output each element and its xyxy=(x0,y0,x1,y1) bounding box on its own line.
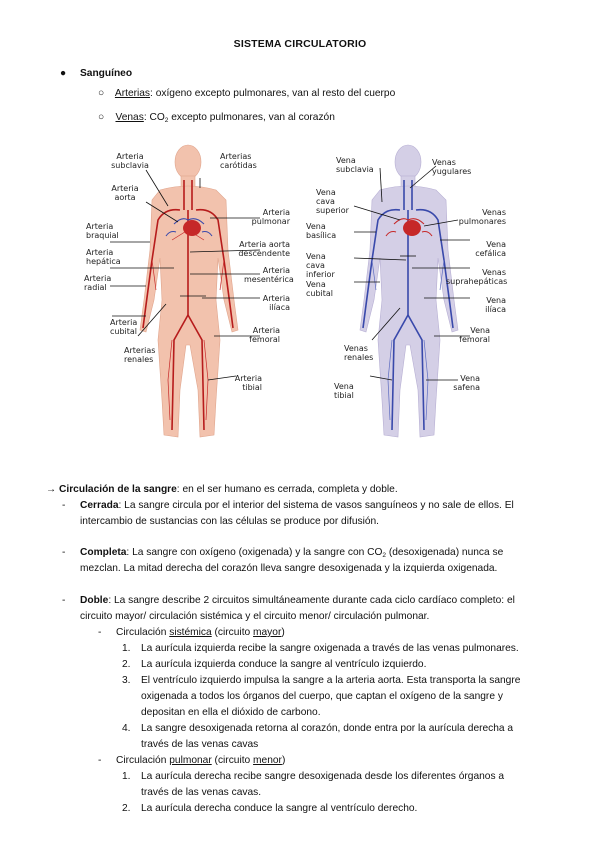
term-completa: Completa xyxy=(80,547,127,558)
label-venas-yugulares: Venas yugulares xyxy=(432,158,472,176)
label-arteria-hepatica: Arteria hepática xyxy=(86,248,121,266)
step-text: La sangre desoxigenada retorna al corazón, donde entra por la aurícula derecha a xyxy=(141,723,514,734)
circulation-heading-line xyxy=(46,482,398,497)
hollow-bullet: ○ xyxy=(98,112,105,123)
step-text: través de las venas cavas. xyxy=(141,787,262,798)
label-arteria-subclavia: Arteria subclavia xyxy=(111,152,149,170)
step-text: La aurícula derecha conduce la sangre al ventrículo derecho. xyxy=(141,803,418,814)
dash-cerrada: - xyxy=(62,500,66,511)
label-arteria-tibial: Arteria tibial xyxy=(234,374,262,392)
dash-completa: - xyxy=(62,547,66,558)
cerrada-line1 xyxy=(80,498,514,513)
circulation-heading: Circulación de la sangre xyxy=(59,484,177,495)
label-arteria-iliaca: Arteria ilíaca xyxy=(262,294,290,312)
step-text: La aurícula izquierda recibe la sangre oxigenada a través de las venas pulmonares. xyxy=(141,643,519,654)
label-vena-cubital: Vena cubital xyxy=(306,280,334,298)
label-arterias-renales: Arterias renales xyxy=(124,346,156,364)
label-vena-safena: Vena safena xyxy=(453,374,480,392)
sistemica-heading xyxy=(116,625,285,640)
term-venas: Venas xyxy=(115,112,144,123)
page-title: SISTEMA CIRCULATORIO xyxy=(233,38,367,50)
arrow-glyph: → xyxy=(46,484,57,495)
pulmonar-post: ) xyxy=(281,755,286,766)
label-arteria-femoral: Arteria femoral xyxy=(249,326,280,344)
step-text: oxigenada a todos los órganos del cuerpo, que captan el oxígeno de la sangre y xyxy=(141,691,503,702)
hollow-bullet: ○ xyxy=(98,88,105,99)
label-venas-pulmonares: Venas pulmonares xyxy=(458,208,506,226)
subscript: 2 xyxy=(164,117,169,124)
label-vena-iliaca: Vena ilíaca xyxy=(485,296,506,314)
step-text: través de las venas cavas xyxy=(141,739,259,750)
label-vena-cefalica: Vena cefálica xyxy=(475,240,506,258)
text-venas-pre: : CO xyxy=(143,112,165,123)
doble-line1 xyxy=(80,593,515,608)
text-venas: excepto pulmonares, van al corazón xyxy=(168,112,335,123)
term-cerrada: Cerrada xyxy=(80,500,119,511)
completa-text-pre: : La sangre con oxígeno (oxigenada) y la sangre con CO xyxy=(126,547,383,558)
step-text: La aurícula derecha recibe sangre desoxigenada desde los diferentes órganos a xyxy=(141,771,505,782)
doble-line2: circuito mayor/ circulación sistémica y el circuito menor/ circulación pulmonar. xyxy=(80,611,430,622)
text-arterias: : oxígeno excepto pulmonares, van al resto del cuerpo xyxy=(150,88,396,99)
step-num: 2. xyxy=(122,659,131,670)
label-vena-cava-inferior: Vena cava inferior xyxy=(306,252,335,279)
label-vena-subclavia: Vena subclavia xyxy=(336,156,374,174)
bullet-dot: ● xyxy=(60,68,67,79)
label-arteria-radial: Arteria radial xyxy=(84,274,112,292)
step-text: depositan en ella el dióxido de carbono. xyxy=(141,707,321,718)
label-arterias-carotidas: Arterias carótidas xyxy=(220,152,257,170)
step-num: 1. xyxy=(122,771,131,782)
sistemica-mid: (circuito xyxy=(211,627,254,638)
label-arteria-cubital: Arteria cubital xyxy=(110,318,138,336)
label-vena-tibial: Vena tibial xyxy=(334,382,354,400)
label-arteria-aorta-descendente: Arteria aorta descendente xyxy=(238,240,290,258)
dash-sistemica: - xyxy=(98,627,102,638)
sistemica-pre: Circulación xyxy=(116,627,170,638)
subscript: 2 xyxy=(382,552,387,559)
dash-pulmonar: - xyxy=(98,755,102,766)
cerrada-text1: : La sangre circula por el interior del sistema de vasos sanguíneos y no sale de ellos. El xyxy=(118,500,514,511)
label-arteria-pulmonar: Arteria pulmonar xyxy=(251,208,290,226)
step-num: 3. xyxy=(122,675,131,686)
label-arteria-aorta: Arteria aorta xyxy=(111,184,139,202)
label-arteria-braquial: Arteria braquial xyxy=(86,222,119,240)
pulmonar-menor: menor xyxy=(253,755,282,766)
pulmonar-heading xyxy=(116,753,285,768)
label-arteria-mesenterica: Arteria mesentérica xyxy=(244,266,294,284)
step-num: 1. xyxy=(122,643,131,654)
step-num: 4. xyxy=(122,723,131,734)
pulmonar-mid: (circuito xyxy=(211,755,254,766)
label-venas-suprahepaticas: Venas suprahepáticas xyxy=(446,268,508,286)
step-num: 2. xyxy=(122,803,131,814)
term-arterias: Arterias xyxy=(114,88,151,99)
circulation-heading-rest: : en el ser humano es cerrada, completa y doble. xyxy=(176,484,398,495)
sistemica-post: ) xyxy=(281,627,285,638)
label-vena-cava-superior: Vena cava superior xyxy=(316,188,349,215)
pulmonar-pre: Circulación xyxy=(116,755,170,766)
subitem-arterias xyxy=(98,86,395,101)
cerrada-line2: intercambio de sustancias con las células se produce por difusión. xyxy=(80,516,379,527)
bullet-label: Sanguíneo xyxy=(80,68,133,79)
pulmonar-term: pulmonar xyxy=(169,755,212,766)
sistemica-mayor: mayor xyxy=(253,627,282,638)
label-vena-femoral: Vena femoral xyxy=(459,326,490,344)
subitem-venas xyxy=(98,110,335,128)
sistemica-term: sistémica xyxy=(169,627,212,638)
dash-doble: - xyxy=(62,595,66,606)
label-venas-renales: Venas renales xyxy=(344,344,374,362)
step-text: El ventrículo izquierdo impulsa la sangre a la arteria aorta. Esta transporta la sangre xyxy=(141,675,521,686)
completa-line2: mezclan. La mitad derecha del corazón lleva sangre desoxigenada y la izquierda oxigenada. xyxy=(80,563,498,574)
completa-text-post: (desoxigenada) nunca se xyxy=(386,547,504,558)
term-doble: Doble xyxy=(80,595,109,606)
doble-text1: : La sangre describe 2 circuitos simultáneamente durante cada ciclo cardíaco completo: el xyxy=(108,595,515,606)
step-text: La aurícula izquierda conduce la sangre al ventrículo izquierdo. xyxy=(141,659,427,670)
label-vena-basilica: Vena basílica xyxy=(306,222,337,240)
